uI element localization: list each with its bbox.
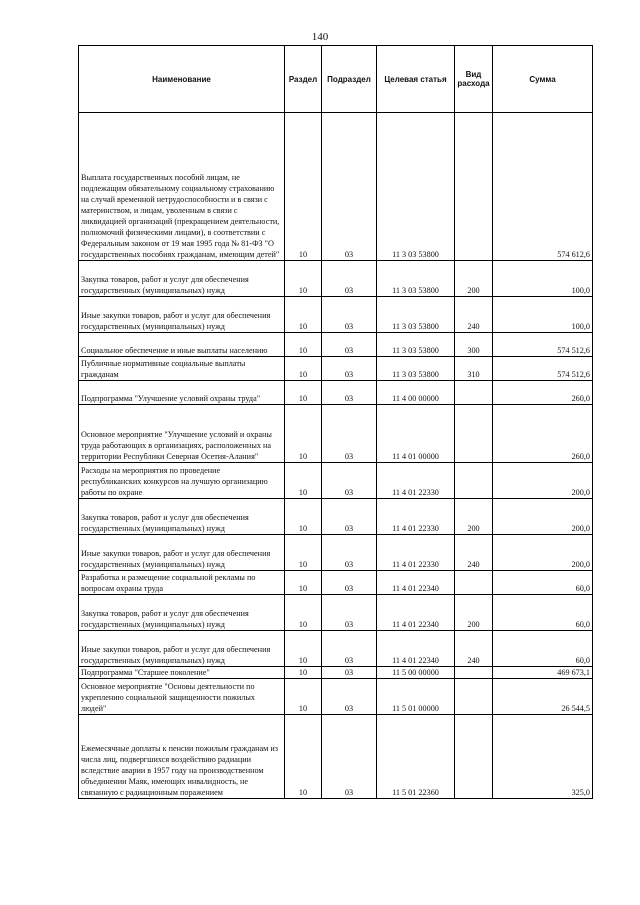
row-subsection-cell: 03 — [322, 499, 377, 535]
row-subsection-cell: 03 — [322, 405, 377, 463]
row-subsection-cell: 03 — [322, 463, 377, 499]
row-target-cell: 11 5 01 00000 — [377, 679, 455, 715]
row-name-cell: Выплата государственных пособий лицам, не подлежащим обязательному социальному страхованию на случай временной нетрудоспособности и в связи с материнством, и лицам, уволенным в связи с ликвидацией организаций (прекращением деятельности, полномочий физическими лицами), в соответствии с Федеральным законом от 19 мая 1995 года № 81-ФЗ "О государственных пособиях гражданам, имеющим детей" — [79, 113, 285, 261]
row-target-cell: 11 4 01 22340 — [377, 571, 455, 595]
row-target-cell: 11 4 01 22330 — [377, 499, 455, 535]
table-row — [79, 631, 593, 667]
row-sum-cell: 260,0 — [493, 381, 593, 405]
row-sum-cell: 100,0 — [493, 297, 593, 333]
row-type-cell — [455, 405, 493, 463]
row-type-cell — [455, 381, 493, 405]
row-type-cell: 240 — [455, 297, 493, 333]
row-name-cell: Основное мероприятие "Улучшение условий и охраны труда работающих в организациях, расположенных на территории Республики Северная Осетия-Алания" — [79, 405, 285, 463]
row-target-cell: 11 4 01 22330 — [377, 463, 455, 499]
row-subsection-cell: 03 — [322, 715, 377, 799]
row-type-cell: 200 — [455, 595, 493, 631]
row-section-cell: 10 — [285, 113, 322, 261]
header-name: Наименование — [79, 46, 285, 113]
row-sum-cell: 469 673,1 — [493, 667, 593, 679]
row-sum-cell: 200,0 — [493, 535, 593, 571]
row-type-cell: 310 — [455, 357, 493, 381]
table-row — [79, 405, 593, 463]
row-sum-cell: 260,0 — [493, 405, 593, 463]
row-type-cell: 200 — [455, 261, 493, 297]
row-target-cell: 11 3 03 53800 — [377, 261, 455, 297]
row-sum-cell: 60,0 — [493, 631, 593, 667]
table-row — [79, 667, 593, 679]
table-row — [79, 595, 593, 631]
row-sum-cell: 200,0 — [493, 463, 593, 499]
table-row — [79, 261, 593, 297]
row-name-cell: Основное мероприятие "Основы деятельности по укреплению социальной защищенности пожилых людей" — [79, 679, 285, 715]
row-type-cell: 200 — [455, 499, 493, 535]
row-target-cell: 11 3 03 53800 — [377, 113, 455, 261]
table-row — [79, 381, 593, 405]
row-target-cell: 11 4 01 22340 — [377, 595, 455, 631]
row-type-cell: 240 — [455, 535, 493, 571]
row-section-cell: 10 — [285, 357, 322, 381]
row-section-cell: 10 — [285, 333, 322, 357]
row-name-cell: Закупка товаров, работ и услуг для обеспечения государственных (муниципальных) нужд — [79, 499, 285, 535]
budget-table — [78, 45, 593, 799]
row-name-cell: Социальное обеспечение и иные выплаты населению — [79, 333, 285, 357]
row-section-cell: 10 — [285, 595, 322, 631]
row-subsection-cell: 03 — [322, 357, 377, 381]
row-target-cell: 11 4 01 22340 — [377, 631, 455, 667]
row-subsection-cell: 03 — [322, 381, 377, 405]
row-name-cell: Подпрограмма "Старшее поколение" — [79, 667, 285, 679]
header-sum: Сумма — [493, 46, 593, 113]
row-name-cell: Иные закупки товаров, работ и услуг для обеспечения государственных (муниципальных) нужд — [79, 631, 285, 667]
table-header-row — [79, 46, 593, 113]
row-subsection-cell: 03 — [322, 333, 377, 357]
row-section-cell: 10 — [285, 381, 322, 405]
row-subsection-cell: 03 — [322, 595, 377, 631]
row-sum-cell: 60,0 — [493, 571, 593, 595]
row-target-cell: 11 4 01 22330 — [377, 535, 455, 571]
row-subsection-cell: 03 — [322, 631, 377, 667]
row-sum-cell: 574 612,6 — [493, 113, 593, 261]
row-subsection-cell: 03 — [322, 667, 377, 679]
row-name-cell: Расходы на мероприятия по проведение республиканских конкурсов на лучшую организацию работы по охране — [79, 463, 285, 499]
row-section-cell: 10 — [285, 715, 322, 799]
row-name-cell: Подпрограмма "Улучшение условий охраны труда" — [79, 381, 285, 405]
row-type-cell — [455, 571, 493, 595]
row-sum-cell: 574 512,6 — [493, 357, 593, 381]
row-sum-cell: 574 512,6 — [493, 333, 593, 357]
row-subsection-cell: 03 — [322, 679, 377, 715]
row-subsection-cell: 03 — [322, 113, 377, 261]
header-type: Вид расхода — [455, 46, 493, 113]
row-subsection-cell: 03 — [322, 297, 377, 333]
row-target-cell: 11 4 01 00000 — [377, 405, 455, 463]
table-row — [79, 113, 593, 261]
row-sum-cell: 26 544,5 — [493, 679, 593, 715]
row-name-cell: Иные закупки товаров, работ и услуг для обеспечения государственных (муниципальных) нужд — [79, 535, 285, 571]
header-subsection: Подраздел — [322, 46, 377, 113]
row-sum-cell: 100,0 — [493, 261, 593, 297]
row-subsection-cell: 03 — [322, 571, 377, 595]
table-row — [79, 499, 593, 535]
row-name-cell: Ежемесячные доплаты к пенсии пожилым гражданам из числа лиц, подвергшихся воздействию радиации вследствие аварии в 1957 году на производственном объединении Маяк, имеющих инвалидность, не связанную с радиационным поражением — [79, 715, 285, 799]
row-name-cell: Публичные нормативные социальные выплаты гражданам — [79, 357, 285, 381]
row-name-cell: Закупка товаров, работ и услуг для обеспечения государственных (муниципальных) нужд — [79, 595, 285, 631]
row-section-cell: 10 — [285, 463, 322, 499]
row-type-cell — [455, 715, 493, 799]
header-target: Целевая статья — [377, 46, 455, 113]
row-section-cell: 10 — [285, 297, 322, 333]
table-row — [79, 571, 593, 595]
row-type-cell: 300 — [455, 333, 493, 357]
row-target-cell: 11 4 00 00000 — [377, 381, 455, 405]
row-section-cell: 10 — [285, 571, 322, 595]
row-sum-cell: 200,0 — [493, 499, 593, 535]
row-target-cell: 11 5 01 22360 — [377, 715, 455, 799]
table-row — [79, 357, 593, 381]
row-type-cell — [455, 679, 493, 715]
table-row — [79, 535, 593, 571]
row-section-cell: 10 — [285, 535, 322, 571]
row-subsection-cell: 03 — [322, 535, 377, 571]
row-target-cell: 11 3 03 53800 — [377, 357, 455, 381]
table-row — [79, 679, 593, 715]
table-row — [79, 715, 593, 799]
row-target-cell: 11 5 00 00000 — [377, 667, 455, 679]
row-section-cell: 10 — [285, 667, 322, 679]
row-section-cell: 10 — [285, 679, 322, 715]
row-type-cell: 240 — [455, 631, 493, 667]
row-name-cell: Закупка товаров, работ и услуг для обеспечения государственных (муниципальных) нужд — [79, 261, 285, 297]
row-section-cell: 10 — [285, 499, 322, 535]
row-section-cell: 10 — [285, 631, 322, 667]
row-name-cell: Иные закупки товаров, работ и услуг для обеспечения государственных (муниципальных) нужд — [79, 297, 285, 333]
row-subsection-cell: 03 — [322, 261, 377, 297]
row-type-cell — [455, 463, 493, 499]
row-sum-cell: 60,0 — [493, 595, 593, 631]
row-section-cell: 10 — [285, 405, 322, 463]
row-section-cell: 10 — [285, 261, 322, 297]
table-row — [79, 463, 593, 499]
row-target-cell: 11 3 03 53800 — [377, 333, 455, 357]
table-row — [79, 333, 593, 357]
table-row — [79, 297, 593, 333]
row-name-cell: Разработка и размещение социальной рекламы по вопросам охраны труда — [79, 571, 285, 595]
row-sum-cell: 325,0 — [493, 715, 593, 799]
row-type-cell — [455, 113, 493, 261]
row-target-cell: 11 3 03 53800 — [377, 297, 455, 333]
page-number: 140 — [311, 31, 329, 43]
row-type-cell — [455, 667, 493, 679]
header-section: Раздел — [285, 46, 322, 113]
